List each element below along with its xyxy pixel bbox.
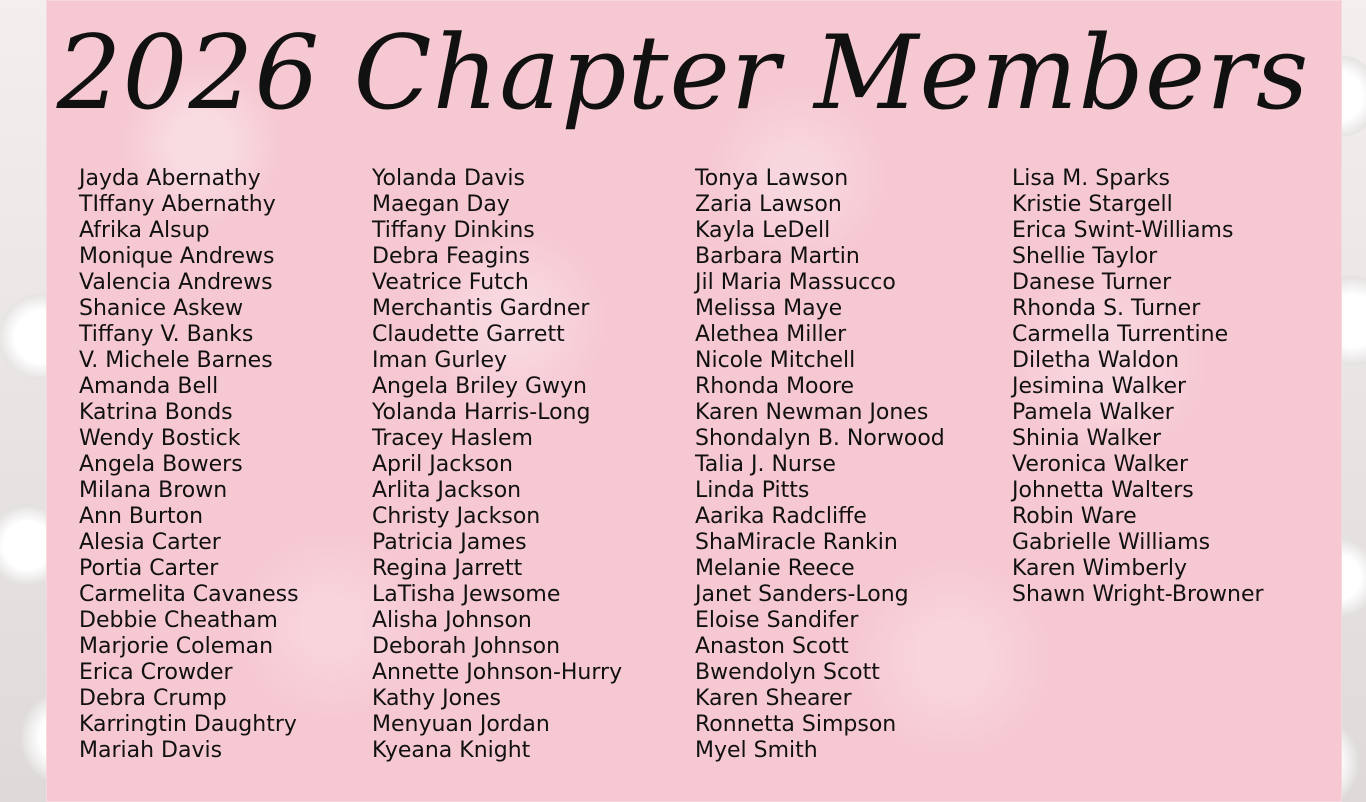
member-name: Ann Burton: [79, 504, 204, 529]
member-name: Erica Crowder: [79, 660, 233, 685]
member-name: Patricia James: [372, 530, 527, 555]
member-name: Alesia Carter: [79, 530, 221, 555]
member-name: Karen Shearer: [695, 686, 852, 711]
member-name: Myel Smith: [695, 738, 818, 763]
member-name: Anaston Scott: [695, 634, 849, 659]
member-name: Talia J. Nurse: [695, 452, 836, 477]
member-name: Annette Johnson-Hurry: [372, 660, 623, 685]
member-name: Claudette Garrett: [372, 322, 565, 347]
member-name: Monique Andrews: [79, 244, 275, 269]
member-name: Debbie Cheatham: [79, 608, 278, 633]
member-name: Merchantis Gardner: [372, 296, 590, 321]
member-name: Kristie Stargell: [1012, 192, 1173, 217]
member-name: Erica Swint-Williams: [1012, 218, 1234, 243]
member-name: Melissa Maye: [695, 296, 843, 321]
member-name: Maegan Day: [372, 192, 510, 217]
member-name: TIffany Abernathy: [79, 192, 276, 217]
member-name: Jil Maria Massucco: [695, 270, 896, 295]
member-name: Rhonda S. Turner: [1012, 296, 1201, 321]
member-name: Debra Feagins: [372, 244, 530, 269]
member-name: Amanda Bell: [79, 374, 219, 399]
member-name: Robin Ware: [1012, 504, 1137, 529]
member-name: Pamela Walker: [1012, 400, 1174, 425]
member-name: Lisa M. Sparks: [1012, 166, 1170, 191]
members-column-1: [79, 166, 299, 764]
member-name: Bwendolyn Scott: [695, 660, 880, 685]
member-name: Ronnetta Simpson: [695, 712, 897, 737]
member-name: Shellie Taylor: [1012, 244, 1158, 269]
member-name: Nicole Mitchell: [695, 348, 856, 373]
members-column-3: [695, 166, 945, 764]
member-name: Valencia Andrews: [79, 270, 273, 295]
member-name: Shondalyn B. Norwood: [695, 426, 945, 451]
member-name: Tonya Lawson: [695, 166, 849, 191]
member-name: Janet Sanders-Long: [695, 582, 909, 607]
member-name: Menyuan Jordan: [372, 712, 550, 737]
member-name: Shanice Askew: [79, 296, 244, 321]
member-name: Angela Bowers: [79, 452, 243, 477]
member-name: Iman Gurley: [372, 348, 508, 373]
member-name: Aarika Radcliffe: [695, 504, 867, 529]
member-name: Kyeana Knight: [372, 738, 531, 763]
member-name: Afrika Alsup: [79, 218, 210, 243]
member-name: Tiffany Dinkins: [372, 218, 535, 243]
member-name: Rhonda Moore: [695, 374, 855, 399]
member-name: Karringtin Daughtry: [79, 712, 297, 737]
member-name: Yolanda Davis: [372, 166, 525, 191]
member-name: Deborah Johnson: [372, 634, 561, 659]
member-name: Alisha Johnson: [372, 608, 532, 633]
page-title: 2026 Chapter Members: [56, 14, 1310, 133]
member-name: Melanie Reece: [695, 556, 855, 581]
member-name: V. Michele Barnes: [79, 348, 273, 373]
member-name: Veatrice Futch: [372, 270, 529, 295]
member-name: Karen Newman Jones: [695, 400, 929, 425]
member-name: April Jackson: [372, 452, 513, 477]
member-name: ShaMiracle Rankin: [695, 530, 898, 555]
member-name: Wendy Bostick: [79, 426, 241, 451]
member-name: Karen Wimberly: [1012, 556, 1188, 581]
member-name: Gabrielle Williams: [1012, 530, 1211, 555]
member-name: Milana Brown: [79, 478, 228, 503]
member-name: Eloise Sandifer: [695, 608, 859, 633]
member-name: LaTisha Jewsome: [372, 582, 561, 607]
member-name: Kathy Jones: [372, 686, 501, 711]
member-name: Marjorie Coleman: [79, 634, 274, 659]
member-name: Tiffany V. Banks: [79, 322, 254, 347]
member-name: Tracey Haslem: [372, 426, 533, 451]
member-name: Linda Pitts: [695, 478, 810, 503]
member-name: Jayda Abernathy: [79, 166, 261, 191]
member-name: Christy Jackson: [372, 504, 541, 529]
member-name: Regina Jarrett: [372, 556, 523, 581]
member-name: Arlita Jackson: [372, 478, 522, 503]
member-name: Katrina Bonds: [79, 400, 233, 425]
member-name: Shinia Walker: [1012, 426, 1162, 451]
member-name: Jesimina Walker: [1012, 374, 1187, 399]
member-name: Yolanda Harris-Long: [372, 400, 591, 425]
member-name: Diletha Waldon: [1012, 348, 1180, 373]
member-name: Angela Briley Gwyn: [372, 374, 587, 399]
member-name: Alethea Miller: [695, 322, 847, 347]
member-name: Kayla LeDell: [695, 218, 831, 243]
member-name: Johnetta Walters: [1012, 478, 1194, 503]
member-name: Barbara Martin: [695, 244, 860, 269]
member-name: Danese Turner: [1012, 270, 1172, 295]
member-name: Carmella Turrentine: [1012, 322, 1229, 347]
member-name: Portia Carter: [79, 556, 219, 581]
member-name: Veronica Walker: [1012, 452, 1188, 477]
member-name: Mariah Davis: [79, 738, 223, 763]
members-column-2: [372, 166, 622, 764]
member-name: Debra Crump: [79, 686, 227, 711]
member-name: Carmelita Cavaness: [79, 582, 299, 607]
member-name: Shawn Wright-Browner: [1012, 582, 1264, 607]
member-name: Zaria Lawson: [695, 192, 842, 217]
members-column-4: [1012, 166, 1264, 608]
